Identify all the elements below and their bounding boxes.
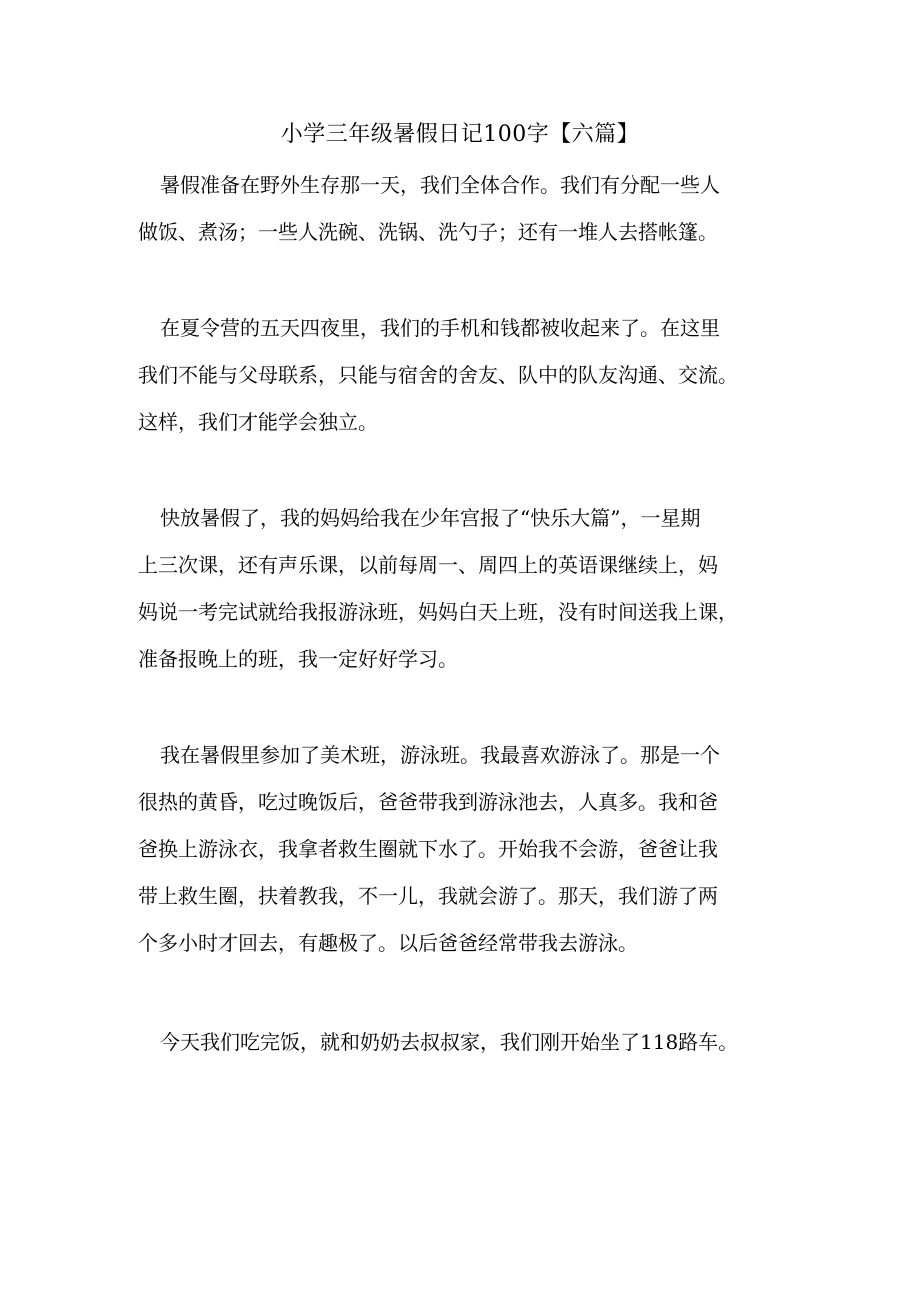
paragraph-line: 快放暑假了，我的妈妈给我在少年宫报了“快乐大篇”，一星期 — [160, 506, 701, 530]
paragraph-line: 这样，我们才能学会独立。 — [138, 410, 378, 434]
paragraph-line: 做饭、煮汤；一些人洗碗、洗锅、洗勺子；还有一堆人去搭帐篷。 — [138, 220, 718, 244]
paragraph-line: 我在暑假里参加了美术班，游泳班。我最喜欢游泳了。那是一个 — [160, 743, 720, 767]
paragraph-line: 爸换上游泳衣，我拿者救生圈就下水了。开始我不会游，爸爸让我 — [138, 837, 718, 861]
paragraph-line: 今天我们吃完饭，就和奶奶去叔叔家，我们刚开始坐了118路车。 — [160, 1030, 739, 1054]
paragraph-line: 妈说一考完试就给我报游泳班，妈妈白天上班，没有时间送我上课， — [138, 600, 738, 624]
paragraph-line: 个多小时才回去，有趣极了。以后爸爸经常带我去游泳。 — [138, 931, 638, 955]
paragraph-line: 准备报晚上的班，我一定好好学习。 — [138, 647, 458, 671]
paragraph-line: 我们不能与父母联系，只能与宿舍的舍友、队中的队友沟通、交流。 — [138, 363, 738, 387]
paragraph-line: 在夏令营的五天四夜里，我们的手机和钱都被收起来了。在这里 — [160, 316, 720, 340]
paragraph-line: 带上救生圈，扶着教我，不一儿，我就会游了。那天，我们游了两 — [138, 884, 718, 908]
paragraph-line: 上三次课，还有声乐课，以前每周一、周四上的英语课继续上，妈 — [138, 553, 718, 577]
paragraph-line: 很热的黄昏，吃过晚饭后，爸爸带我到游泳池去，人真多。我和爸 — [138, 790, 718, 814]
document-title: 小学三年级暑假日记100字【六篇】 — [280, 122, 640, 147]
paragraph-line: 暑假准备在野外生存那一天，我们全体合作。我们有分配一些人 — [160, 173, 720, 197]
